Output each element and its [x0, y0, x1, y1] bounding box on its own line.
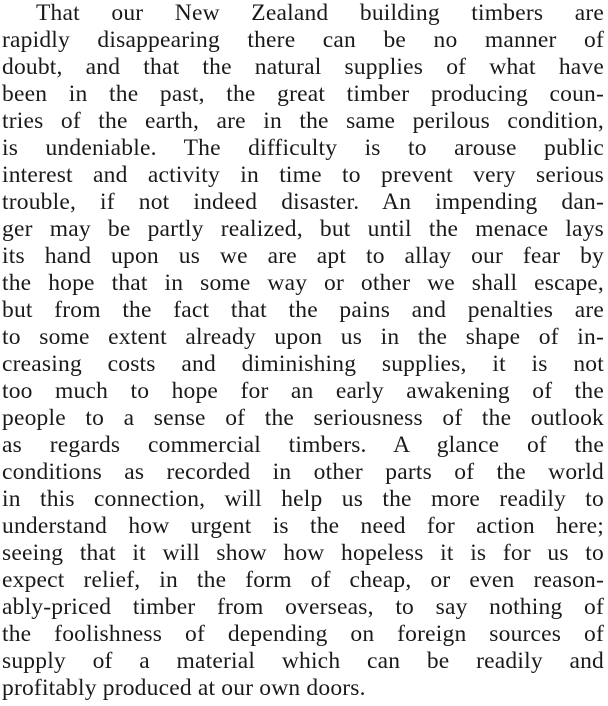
- article-line: seeing that it will show how hopeless it is for us to: [2, 540, 604, 566]
- article-line: profitably produced at our own doors.: [2, 675, 366, 701]
- article-line: creasing costs and diminishing supplies, it is not: [2, 351, 604, 377]
- article-line: its hand upon us we are apt to allay our fear by: [2, 243, 604, 269]
- article-line: supply of a material which can be readily and: [2, 648, 604, 674]
- article-line: the hope that in some way or other we shall escape,: [2, 270, 604, 296]
- article-line: That our New Zealand building timbers are: [36, 0, 604, 26]
- article-line: the foolishness of depending on foreign sources of: [2, 621, 604, 647]
- article-line: rapidly disappearing there can be no manner of: [2, 27, 604, 53]
- article-line: as regards commercial timbers. A glance of the: [2, 432, 604, 458]
- article-line: conditions as recorded in other parts of the world: [2, 459, 604, 485]
- article-line: is undeniable. The difficulty is to arouse public: [2, 135, 604, 161]
- article-line: to some extent already upon us in the shape of in-: [2, 324, 604, 350]
- article-line: interest and activity in time to prevent very serious: [2, 162, 604, 188]
- article-line: doubt, and that the natural supplies of what have: [2, 54, 604, 80]
- article-line: trouble, if not indeed disaster. An impending dan-: [2, 189, 604, 215]
- article-line: too much to hope for an early awakening of the: [2, 378, 604, 404]
- article-line: been in the past, the great timber producing coun-: [2, 81, 604, 107]
- article-line: people to a sense of the seriousness of the outlook: [2, 405, 604, 431]
- article-line: expect relief, in the form of cheap, or even reason-: [2, 567, 604, 593]
- article-line: but from the fact that the pains and penalties are: [2, 297, 604, 323]
- article-line: tries of the earth, are in the same perilous condition,: [2, 108, 604, 134]
- article-line: understand how urgent is the need for action here;: [2, 513, 604, 539]
- article-line: ably-priced timber from overseas, to say nothing of: [2, 594, 604, 620]
- article-line: in this connection, will help us the more readily to: [2, 486, 604, 512]
- article-line: ger may be partly realized, but until the menace lays: [2, 216, 604, 242]
- article-page: [2, 0, 604, 706]
